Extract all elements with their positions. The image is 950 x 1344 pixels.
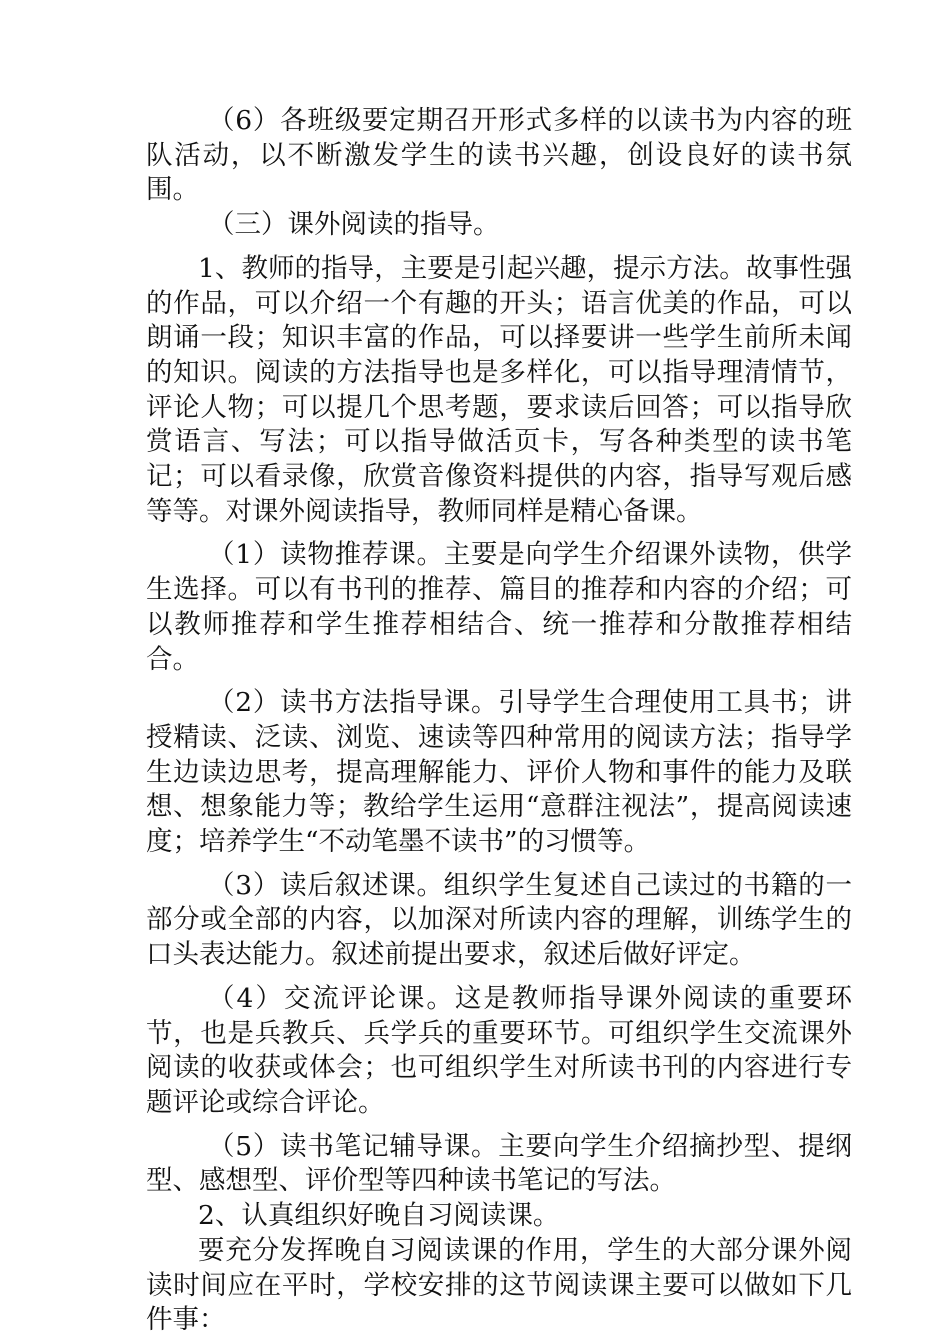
paragraph-reading-methods: （2）读书方法指导课。引导学生合理使用工具书；讲授精读、泛读、浏览、速读等四种常用的阅读方法；指导学生边读边思考，提高理解能力、评价人物和事件的能力及联想、想象能力等；教给学生运用“意群注视法”，提高阅读速度；培养学生“不动笔墨不读书”的习惯等。 <box>146 687 852 858</box>
paragraph-evening-reading-detail: 要充分发挥晚自习阅读课的作用，学生的大部分课外阅读时间应在平时，学校安排的这节阅读课主要可以做如下几件事： <box>146 1234 852 1336</box>
paragraph-class-activities: （6）各班级要定期召开形式多样的以读书为内容的班队活动，以不断激发学生的读书兴趣，创设良好的读书氛围。 <box>146 105 852 206</box>
paragraph-teacher-guidance: 1、教师的指导，主要是引起兴趣，提示方法。故事性强的作品，可以介绍一个有趣的开头；语言优美的作品，可以朗诵一段；知识丰富的作品，可以择要讲一些学生前所未闻的知识。阅读的方法指导也是多样化，可以指导理清情节，评论人物；可以提几个思考题，要求读后回答；可以指导欣赏语言、写法；可以指导做活页卡，写各种类型的读书笔记；可以看录像，欣赏音像资料提供的内容，指导写观后感等等。对课外阅读指导，教师同样是精心备课。 <box>146 252 852 527</box>
paragraph-discussion: （4）交流评论课。这是教师指导课外阅读的重要环节，也是兵教兵、兵学兵的重要环节。可组织学生交流课外阅读的收获或体会；也可组织学生对所读书刊的内容进行专题评论或综合评论。 <box>146 982 852 1118</box>
document-body <box>146 104 852 1338</box>
paragraph-evening-reading-heading: 2、认真组织好晚自习阅读课。 <box>198 1200 560 1232</box>
paragraph-retelling: （3）读后叙述课。组织学生复述自己读过的书籍的一部分或全部的内容，以加深对所读内容的理解，训练学生的口头表达能力。叙述前提出要求，叙述后做好评定。 <box>146 869 852 971</box>
paragraph-book-recommendation: （1）读物推荐课。主要是向学生介绍课外读物，供学生选择。可以有书刊的推荐、篇目的推荐和内容的介绍；可以教师推荐和学生推荐相结合、统一推荐和分散推荐相结合。 <box>146 539 852 675</box>
paragraph-reading-notes: （5）读书笔记辅导课。主要向学生介绍摘抄型、提纲型、感想型、评价型等四种读书笔记的写法。 <box>146 1130 852 1197</box>
section-heading-guidance: （三）课外阅读的指导。 <box>208 209 500 241</box>
